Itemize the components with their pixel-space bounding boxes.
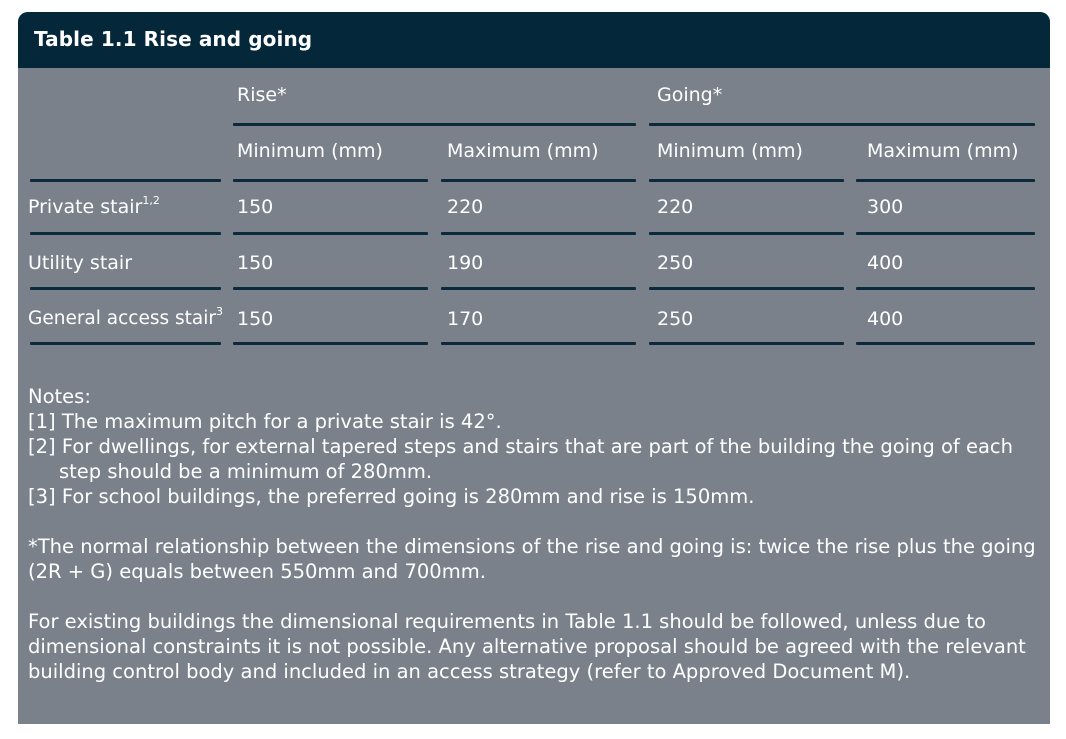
cell-rise-max: 220 — [447, 196, 484, 218]
row-label: Private stair$^{1,2}$ — [28, 193, 160, 218]
divider — [441, 287, 636, 290]
subheader-going-min: Minimum (mm) — [657, 140, 803, 162]
divider — [30, 342, 221, 345]
divider — [233, 179, 428, 182]
divider — [649, 232, 844, 235]
divider — [441, 232, 636, 235]
cell-going-max: 400 — [867, 308, 904, 330]
subheader-rise-min: Minimum (mm) — [237, 140, 383, 162]
spacer — [28, 584, 1038, 609]
subheader-going-max: Maximum (mm) — [867, 140, 1019, 162]
divider — [856, 342, 1035, 345]
divider — [649, 123, 1035, 126]
divider — [856, 232, 1035, 235]
note-2: [2] For dwellings, for external tapered steps and stairs that are part of the building the going of each step should be a minimum of 280mm. — [28, 435, 1014, 483]
notes-section — [28, 384, 1038, 684]
cell-going-max: 300 — [867, 196, 904, 218]
notes-heading: Notes: — [28, 385, 91, 408]
divider — [30, 179, 221, 182]
divider — [30, 287, 221, 290]
cell-going-min: 250 — [657, 308, 694, 330]
subheader-rise-max: Maximum (mm) — [447, 140, 599, 162]
divider — [441, 179, 636, 182]
divider — [649, 342, 844, 345]
note-1: [1] The maximum pitch for a private stair is 42°. — [28, 410, 502, 433]
cell-going-max: 400 — [867, 252, 904, 274]
cell-going-min: 250 — [657, 252, 694, 274]
divider — [233, 232, 428, 235]
divider — [856, 287, 1035, 290]
cell-rise-max: 190 — [447, 252, 484, 274]
existing-buildings-note: For existing buildings the dimensional requirements in Table 1.1 should be followed, unless due to dimensional constraints it is not possible. Any alternative proposal should be agreed with the relevant building control body and included in an access strategy (refer to Approved Document M). — [28, 610, 1026, 683]
cell-rise-min: 150 — [237, 308, 274, 330]
note-3: [3] For school buildings, the preferred going is 280mm and rise is 150mm. — [28, 485, 755, 508]
cell-rise-min: 150 — [237, 252, 274, 274]
row-label: General access stair$^3$ — [28, 304, 223, 329]
divider — [649, 179, 844, 182]
cell-rise-max: 170 — [447, 308, 484, 330]
divider — [233, 287, 428, 290]
divider — [233, 342, 428, 345]
relationship-note: *The normal relationship between the dimensions of the rise and going is: twice the rise plus the going (2R + G) equals between 550mm and 700mm. — [28, 535, 1036, 583]
group-header-rise: Rise* — [237, 84, 287, 106]
divider — [649, 287, 844, 290]
row-label: Utility stair — [28, 252, 133, 274]
table-title: Table 1.1 Rise and going — [34, 27, 313, 51]
divider — [441, 342, 636, 345]
divider — [233, 123, 636, 126]
cell-rise-min: 150 — [237, 196, 274, 218]
cell-going-min: 220 — [657, 196, 694, 218]
spacer — [28, 509, 1038, 534]
divider — [856, 179, 1035, 182]
divider — [30, 232, 221, 235]
table-header — [18, 12, 1050, 68]
table-panel — [18, 12, 1050, 724]
group-header-going: Going* — [657, 84, 723, 106]
